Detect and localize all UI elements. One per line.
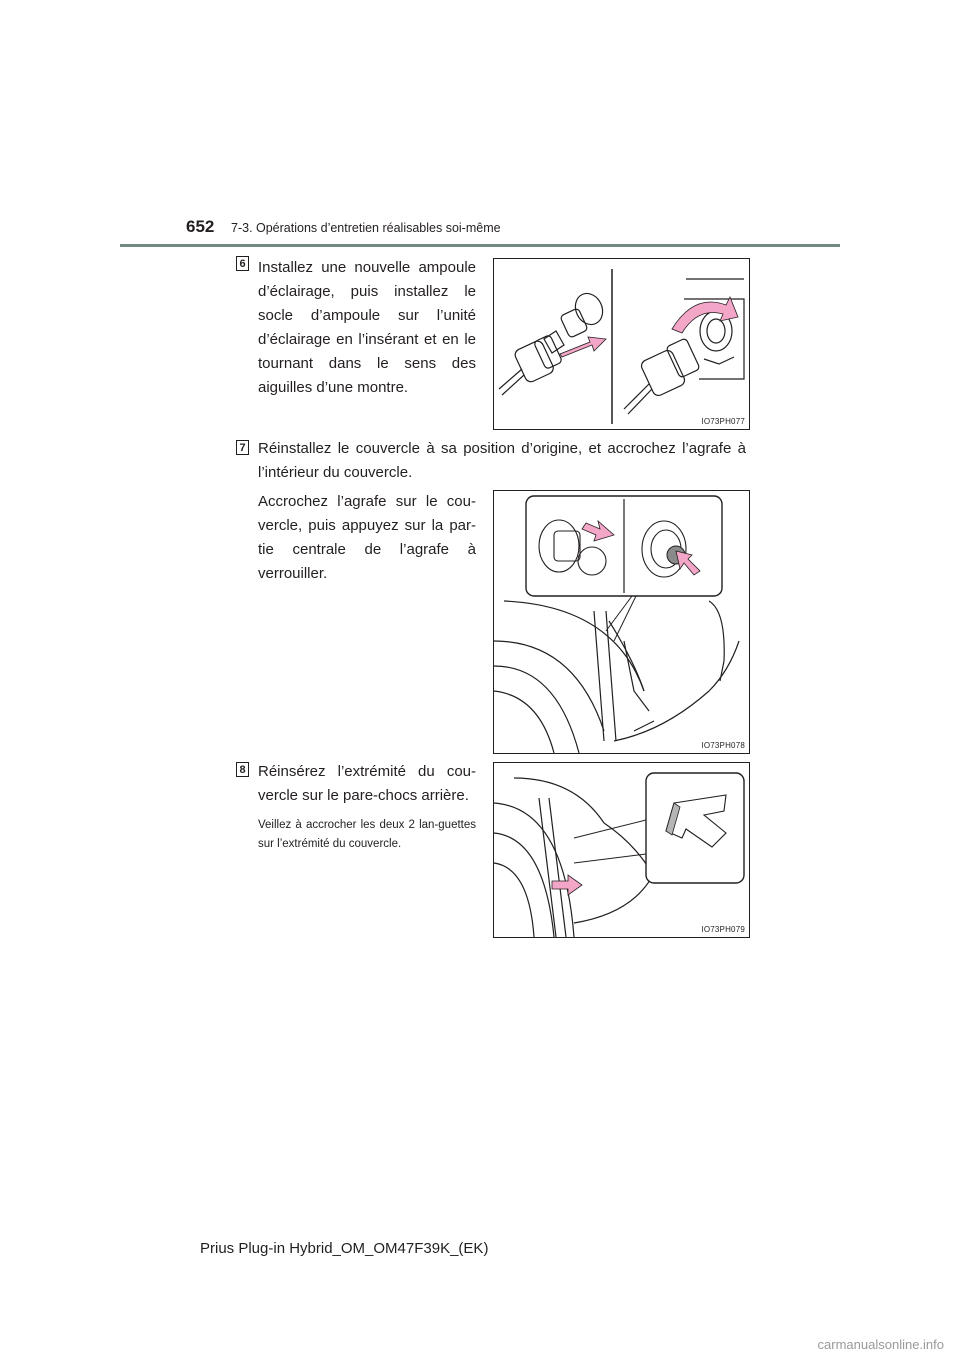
header-rule <box>120 244 840 247</box>
figure-code: IO73PH078 <box>701 741 745 750</box>
bulb-socket-illustration <box>494 259 749 429</box>
step-6-text: Installez une nouvelle ampoule d’éclairage, puis installez le socle d’ampoule sur l’unité d’éclairage en l’insérant et en le tournant dans le sens des aiguilles d’une montre. <box>258 259 476 396</box>
figure-clip-lock <box>493 490 750 754</box>
figure-bulb-install <box>493 258 750 430</box>
page-number: 652 <box>186 217 215 236</box>
figure-code: IO73PH077 <box>701 417 745 426</box>
cover-tab-illustration <box>494 763 749 937</box>
step-badge-6: 6 <box>236 256 249 271</box>
watermark: carmanualsonline.info <box>817 1337 944 1352</box>
figure-code: IO73PH079 <box>701 925 745 934</box>
section-title: 7-3. Opérations d’entretien réalisables soi-même <box>231 221 501 235</box>
step-badge-7: 7 <box>236 440 249 455</box>
step-7-text: Réinstallez le couvercle à sa position d’origine, et accrochez l’agrafe à l’intérieur du couvercle. <box>258 440 746 481</box>
step-8-text: Réinsérez l’extrémité du cou-vercle sur le pare-chocs arrière. <box>258 763 476 804</box>
figure-cover-insert <box>493 762 750 938</box>
step-7-subtext: Accrochez l’agrafe sur le cou-vercle, puis appuyez sur la par-tie centrale de l’agrafe à verrouiller. <box>258 493 476 582</box>
footer-document-id: Prius Plug-in Hybrid_OM_OM47F39K_(EK) <box>200 1240 489 1257</box>
cover-clip-illustration <box>494 491 749 753</box>
step-8-note: Veillez à accrocher les deux 2 lan-guettes sur l’extrémité du couvercle. <box>258 819 476 850</box>
step-badge-8: 8 <box>236 762 249 777</box>
